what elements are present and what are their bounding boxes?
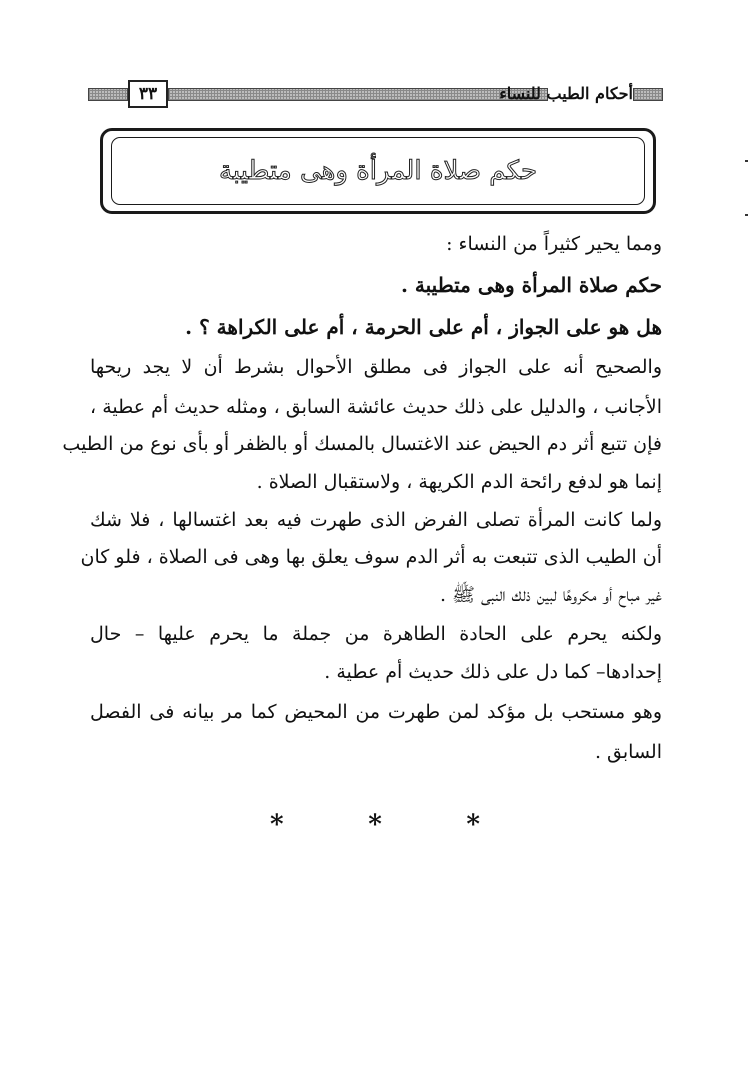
- chapter-title: حكم صلاة المرأة وهى متطيبة: [218, 156, 538, 186]
- text-line: ولكنه يحرم على الحادة الطاهرة من جملة ما يحرم عليها – حال: [90, 623, 662, 645]
- text-line: الأجانب ، والدليل على ذلك حديث عائشة السابق ، ومثله حديث أم عطية ،: [90, 396, 662, 418]
- text-line-bold: حكم صلاة المرأة وهى متطيبة .: [401, 273, 662, 297]
- separator-asterisk: *: [368, 810, 382, 840]
- separator-asterisk: *: [270, 810, 284, 840]
- header-ornament-middle: [168, 88, 548, 101]
- header-ornament-right: [633, 88, 663, 101]
- separator-asterisk: *: [466, 810, 480, 840]
- text-line: ومما يحير كثيراً من النساء :: [446, 233, 662, 255]
- text-line: والصحيح أنه على الجواز فى مطلق الأحوال بشرط أن لا يجد ريحها: [90, 356, 662, 378]
- text-line: فإن تتبع أثر دم الحيض عند الاغتسال بالمسك أو بالظفر أو بأى نوع من الطيب: [62, 433, 662, 455]
- running-header: [88, 80, 663, 110]
- section-separator: [270, 810, 480, 840]
- text-line-bold: هل هو على الجواز ، أم على الحرمة ، أم على الكراهة ؟ .: [185, 315, 662, 339]
- text-line: السابق .: [594, 741, 662, 763]
- scan-speck: [745, 160, 748, 162]
- text-line: ولما كانت المرأة تصلى الفرض الذى طهرت فيه بعد اغتسالها ، فلا شك: [90, 509, 662, 531]
- scan-speck: [745, 214, 748, 216]
- text-line: وهو مستحب بل مؤكد لمن طهرت من المحيض كما مر بيانه فى الفصل: [90, 701, 662, 723]
- header-ornament-left: [88, 88, 128, 101]
- chapter-title-frame: [100, 128, 656, 214]
- text-line: إحدادها– كما دل على ذلك حديث أم عطية .: [324, 661, 662, 683]
- text-line: إنما هو لدفع رائحة الدم الكريهة ، ولاستقبال الصلاة .: [256, 471, 662, 493]
- text-line: أن الطيب الذى تتبعت به أثر الدم سوف يعلق بها وهى فى الصلاة ، فلو كان: [80, 546, 662, 568]
- text-line: غير مباح أو مكروهًا لبين ذلك النبى ﷺ .: [439, 584, 662, 606]
- page-number: ٣٣: [128, 80, 168, 108]
- running-title: أحكام الطيب للنساء: [548, 80, 633, 108]
